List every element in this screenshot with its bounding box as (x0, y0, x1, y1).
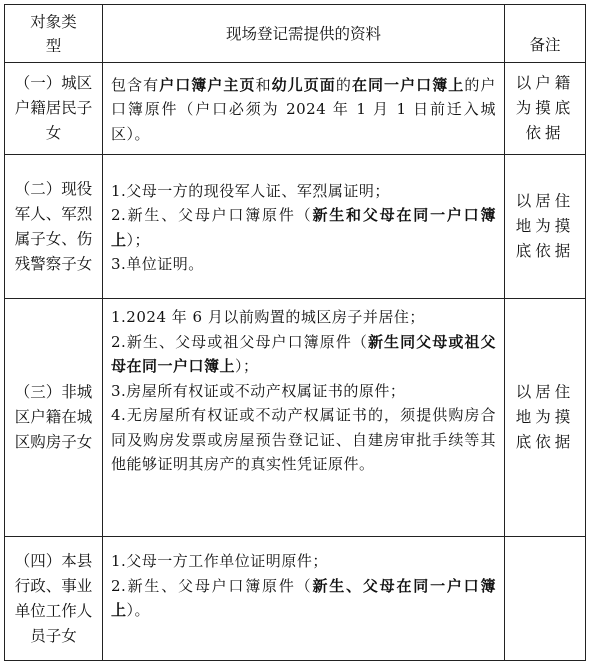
list-item: 3.房屋所有权证或不动产权属证书的原件； (111, 381, 406, 400)
bold-segment: 幼儿页面 (271, 75, 336, 94)
list-item (111, 203, 496, 252)
category-cell (5, 537, 103, 661)
remark-cell: 以户籍为摸底依据 (505, 63, 586, 155)
text-segment: 的户口簿原件（户口必须为 2024 年 1 月 1 日前迁入城区）。 (111, 75, 496, 143)
list-item (111, 574, 496, 623)
text-segment: 2.新生、父母户口簿原件（ (111, 576, 313, 595)
remark-cell: 以居住地为摸底依据 (505, 299, 586, 537)
category-cell (5, 155, 103, 299)
text-segment: 包含有 (111, 75, 160, 94)
materials-cell (103, 537, 505, 661)
table-row (5, 63, 586, 155)
category-label: （一）城区户籍居民子女 (14, 74, 93, 142)
text-segment: 2.新生、父母或祖父母户口簿原件（ (111, 332, 368, 351)
table-row (5, 299, 586, 537)
table-row (5, 155, 586, 299)
bold-segment: 户口簿户主页 (159, 75, 256, 94)
materials-table (4, 4, 586, 661)
remark-cell: 以居住地为摸底依据 (505, 155, 586, 299)
remark-cell (505, 537, 586, 661)
materials-cell (103, 299, 505, 537)
category-label: （四）本县行政、事业单位工作人员子女 (14, 551, 93, 645)
text-segment: 的 (335, 75, 352, 94)
list-item: 1.2024 年 6 月以前购置的城区房子并居住； (111, 308, 425, 326)
list-item (111, 330, 496, 379)
bold-segment: 在同一户口簿上 (351, 75, 465, 94)
bold-segment: 新生和父母在同一户口簿上 (111, 206, 496, 249)
header-row (5, 5, 586, 63)
list-item: 1.父母一方的现役军人证、军烈属证明； (111, 181, 390, 200)
text-segment: ）。 (126, 601, 151, 619)
table-row (5, 537, 586, 661)
bold-segment: 新生、父母在同一户口簿上 (111, 576, 496, 619)
header-remark: 备注 (505, 5, 586, 63)
materials-cell (103, 63, 505, 155)
category-label: （三）非城区户籍在城区购房子女 (14, 383, 93, 451)
text-segment: 和 (255, 75, 272, 94)
text-segment: ）； (126, 230, 151, 249)
materials-cell (103, 155, 505, 299)
list-item: 3.单位证明。 (111, 255, 204, 273)
category-label: （二）现役军人、军烈属子女、伤残警察子女 (14, 179, 93, 273)
text-segment: 2.新生、父母户口簿原件（ (111, 206, 313, 224)
text-segment: ）； (235, 357, 259, 375)
category-cell (5, 63, 103, 155)
header-object-type-label: 对象类型 (30, 12, 77, 55)
list-item: 4.无房屋所有权证或不动产权属证书的，须提供购房合同及购房发票或房屋预告登记证、自建房审批手续等其他能够证明其房产的真实性凭证原件。 (111, 406, 496, 473)
header-object-type (5, 5, 103, 63)
category-cell (5, 299, 103, 537)
list-item: 1.父母一方工作单位证明原件； (111, 552, 328, 570)
bold-segment: 新生同父母或祖父母在同一户口簿上 (111, 332, 496, 375)
header-materials: 现场登记需提供的资料 (103, 5, 505, 63)
